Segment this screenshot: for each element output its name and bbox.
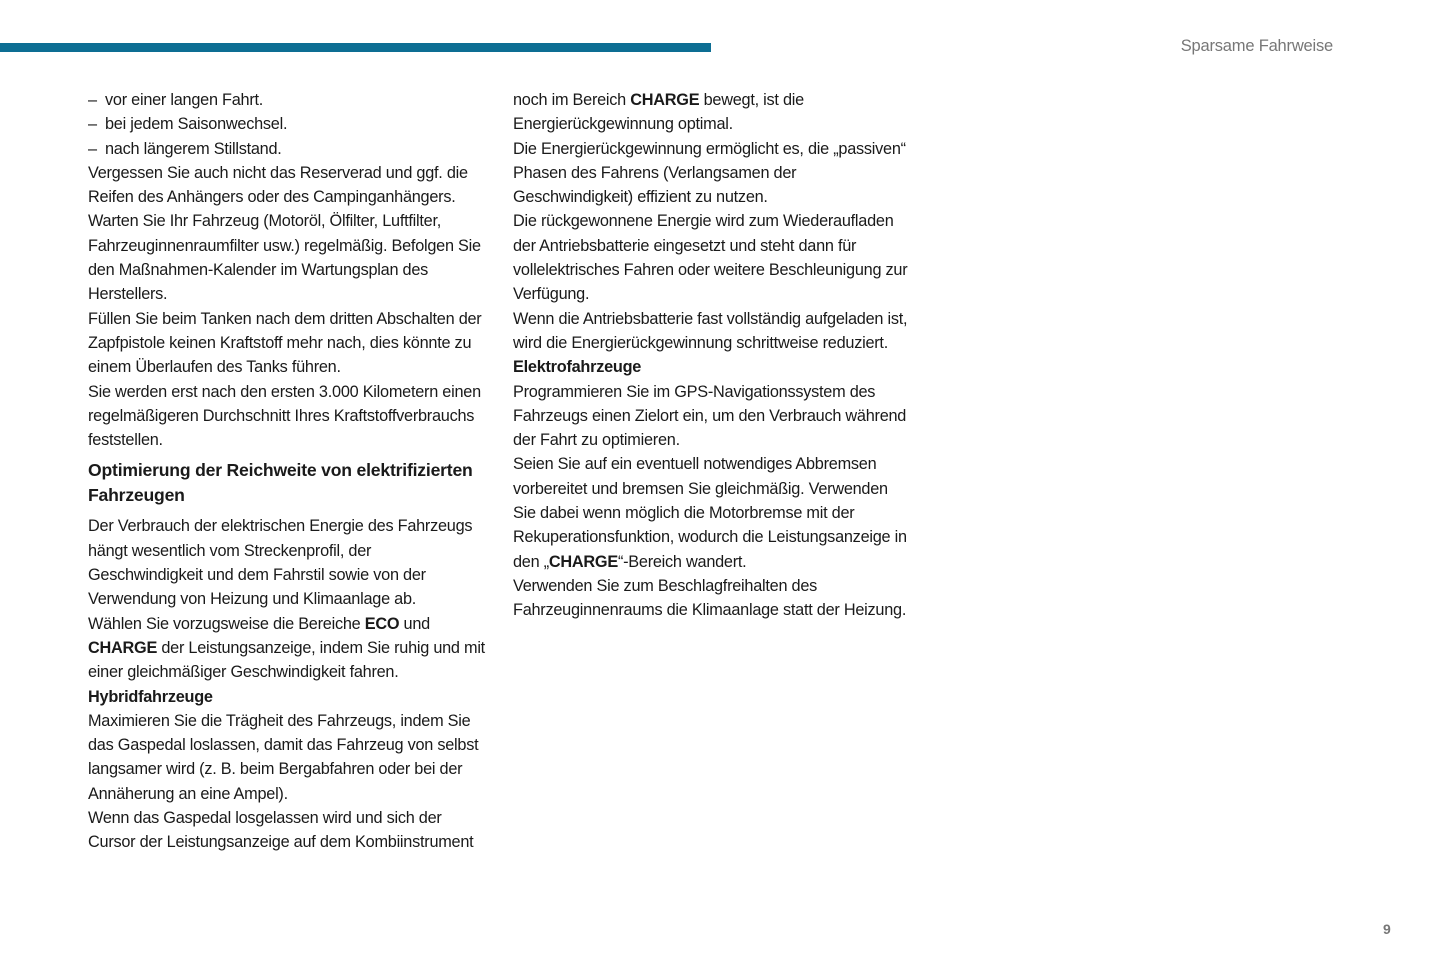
paragraph-gps: Programmieren Sie im GPS-Navigationssystem des Fahrzeugs einen Zielort ein, um den Verbrauch während der Fahrt zu optimieren.: [513, 382, 907, 450]
subheading-electric: Elektrofahrzeuge: [513, 358, 642, 377]
paragraph-braking: [513, 452, 913, 573]
paragraph-inertia: Maximieren Sie die Trägheit des Fahrzeugs, indem Sie das Gaspedal loslassen, damit das Fahrzeug von selbst langsamer wird (z. B. beim Bergabfahren oder bei der Annäherung an eine Ampel).: [88, 711, 479, 803]
bullet-item: [88, 137, 488, 161]
section-title: Sparsame Fahrweise: [1180, 37, 1333, 55]
paragraph-battery-full: Wenn die Antriebsbatterie fast vollständig aufgeladen ist, wird die Energierückgewinnung schrittweise reduziert.: [513, 309, 908, 352]
paragraph-maintenance: Warten Sie Ihr Fahrzeug (Motoröl, Ölfilter, Luftfilter, Fahrzeuginnenraumfilter usw.) regelmäßig. Befolgen Sie den Maßnahmen-Kalender im Wartungsplan des Herstellers.: [88, 212, 481, 304]
paragraph-energy-recovery: Die Energierückgewinnung ermöglicht es, die „passiven“ Phasen des Fahrens (Verlangsamen der Geschwindigkeit) effizient zu nutzen.: [513, 139, 906, 207]
paragraph-recharge: Die rückgewonnene Energie wird zum Wiederaufladen der Antriebsbatterie eingesetzt und steht dann für vollelektrisches Fahren oder weitere Beschleunigung zur Verfügung.: [513, 212, 908, 304]
text-run: noch im Bereich: [513, 91, 631, 109]
paragraph-refuel: Füllen Sie beim Tanken nach dem dritten Abschalten der Zapfpistole keinen Kraftstoff mehr nach, dies könnte zu einem Überlaufen des Tanks führen.: [88, 309, 482, 377]
text-run: bewegt, ist die Energierückgewinnung optimal.: [513, 91, 804, 134]
text-run: “-Bereich wandert.: [617, 552, 747, 571]
text-run: Wählen Sie vorzugsweise die Bereiche: [88, 614, 365, 633]
section-heading: Optimierung der Reichweite von elektrifizierten Fahrzeugen: [88, 460, 473, 505]
bullet-text: bei jedem Saisonwechsel.: [105, 115, 288, 134]
text-run: Seien Sie auf ein eventuell notwendiges Abbremsen vorbereitet und bremsen Sie gleichmäßig. Verwenden Sie dabei wenn möglich die Motorbremse mit der Rekuperationsfunktion, wodurch die Leistungsanzeige in den „: [513, 455, 907, 571]
paragraph-first-kilometers: Sie werden erst nach den ersten 3.000 Kilometern einen regelmäßigeren Durchschnitt Ihres Kraftstoffverbrauchs feststellen.: [88, 382, 481, 450]
page-number: 9: [1383, 921, 1391, 937]
paragraph-consumption: Der Verbrauch der elektrischen Energie des Fahrzeugs hängt wesentlich vom Streckenprofil, der Geschwindigkeit und dem Fahrstil sowie von der Verwendung von Heizung und Klimaanlage ab.: [88, 517, 473, 609]
bullet-item: [88, 112, 488, 136]
paragraph-cursor: Wenn das Gaspedal losgelassen wird und sich der Cursor der Leistungsanzeige auf dem Kombiinstrument: [88, 809, 474, 852]
header-accent-bar: [0, 43, 711, 52]
paragraph-zones: [88, 612, 488, 685]
bullet-item: [88, 88, 488, 112]
text-run: der Leistungsanzeige, indem Sie ruhig und mit einer gleichmäßiger Geschwindigkeit fahren.: [88, 638, 485, 682]
paragraph-charge-zone: [513, 88, 913, 137]
right-column: [513, 88, 913, 623]
subheading-hybrid: Hybridfahrzeuge: [88, 687, 213, 706]
charge-term: CHARGE: [548, 552, 618, 571]
text-run: und: [399, 614, 430, 633]
paragraph-reserve-wheel: Vergessen Sie auch nicht das Reserverad und ggf. die Reifen des Anhängers oder des Campinganhängers.: [88, 163, 468, 207]
left-column: [88, 88, 488, 855]
bullet-dash: –: [88, 115, 97, 134]
bullet-text: vor einer langen Fahrt.: [105, 91, 264, 109]
charge-term: CHARGE: [88, 638, 158, 657]
paragraph-aircon: Verwenden Sie zum Beschlagfreihalten des Fahrzeuginnenraums die Klimaanlage statt der Heizung.: [513, 576, 907, 620]
charge-term: CHARGE: [630, 91, 700, 109]
bullet-text: nach längerem Stillstand.: [105, 139, 282, 158]
bullet-dash: –: [88, 139, 97, 158]
eco-term: ECO: [364, 614, 400, 633]
bullet-dash: –: [88, 91, 97, 109]
